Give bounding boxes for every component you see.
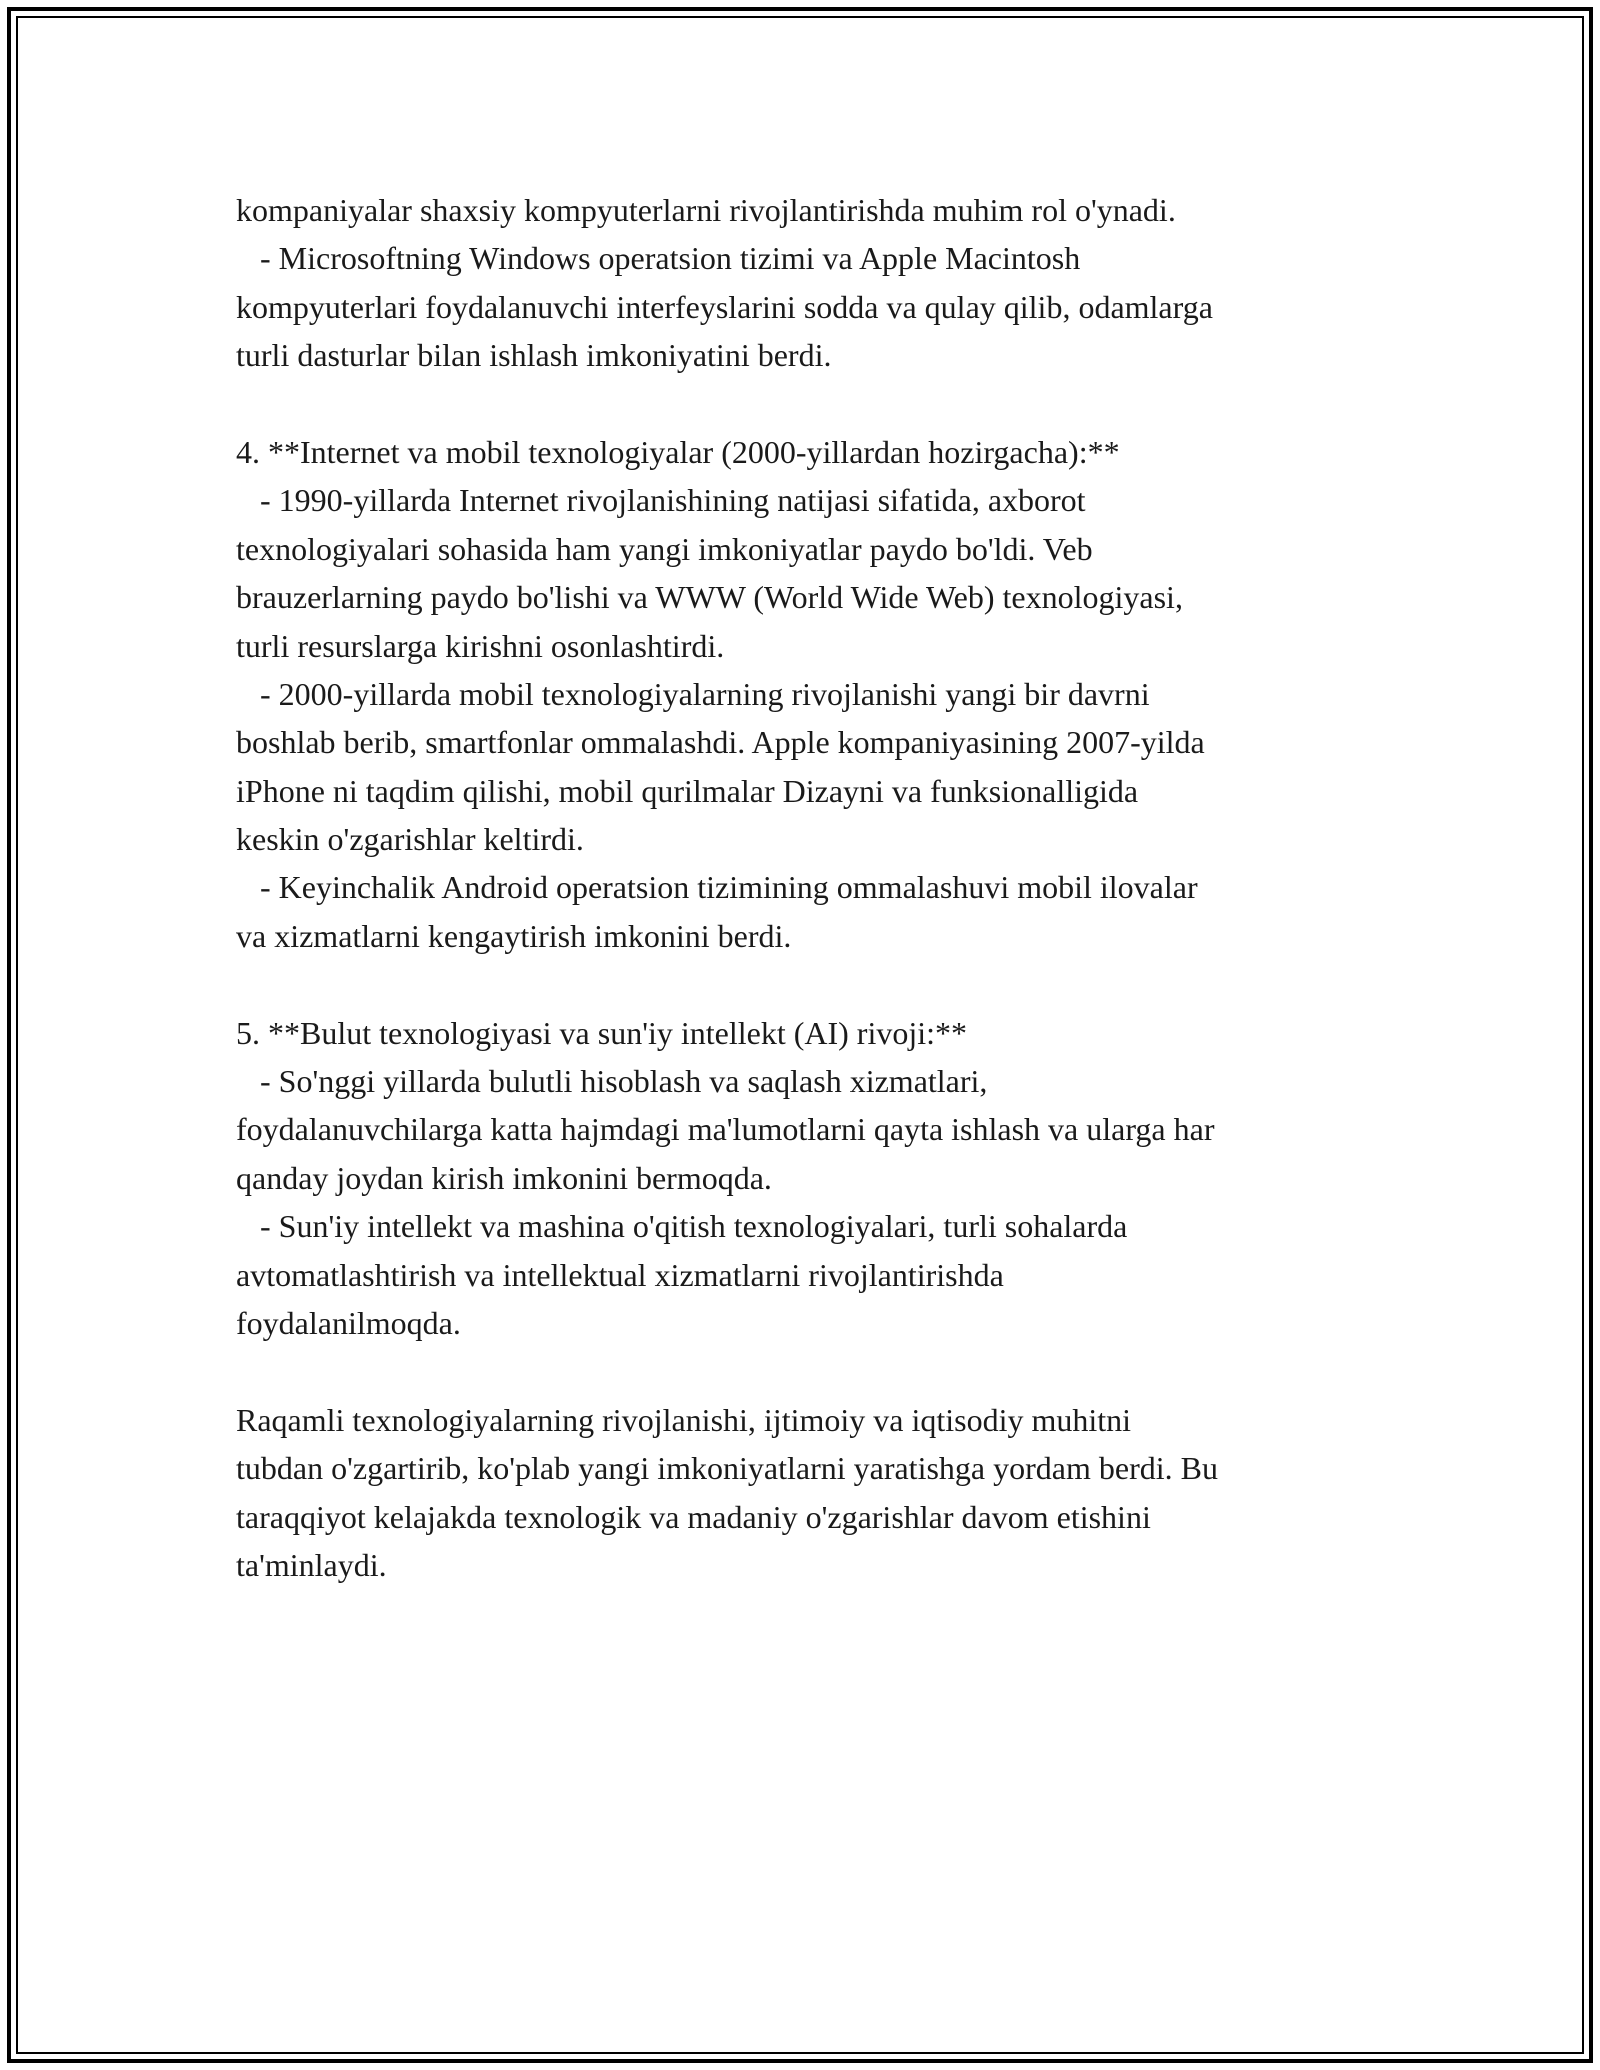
text-line: - Microsoftning Windows operatsion tizimi va Apple Macintosh — [236, 240, 1081, 277]
text-line: iPhone ni taqdim qilishi, mobil qurilmalar Dizayni va funksionalligida — [236, 772, 1139, 809]
conclusion-line: taraqqiyot kelajakda texnologik va madaniy o'zgarishlar davom etishini — [236, 1498, 1151, 1535]
text-line: kompaniyalar shaxsiy kompyuterlarni rivojlantirishda muhim rol o'ynadi. — [236, 192, 1176, 228]
text-line: keskin o'zgarishlar keltirdi. — [236, 821, 584, 858]
text-line: - Sun'iy intellekt va mashina o'qitish texnologiyalari, turli sohalarda — [236, 1208, 1128, 1245]
text-line: avtomatlashtirish va intellektual xizmatlarni rivojlantirishda — [236, 1256, 1004, 1293]
section-heading: 5. **Bulut texnologiyasi va sun'iy intellekt (AI) rivoji:** — [236, 1014, 968, 1051]
text-line: foydalanuvchilarga katta hajmdagi ma'lumotlarni qayta ishlash va ularga har — [236, 1111, 1215, 1148]
text-line: kompyuterlari foydalanuvchi interfeyslarini sodda va qulay qilib, odamlarga — [236, 288, 1213, 325]
text-line: va xizmatlarni kengaytirish imkonini berdi. — [236, 917, 792, 954]
text-line: - 2000-yillarda mobil texnologiyalarning rivojlanishi yangi bir davrni — [236, 675, 1150, 712]
text-line: brauzerlarning paydo bo'lishi va WWW (World Wide Web) texnologiyasi, — [236, 579, 1183, 616]
blank-line — [236, 1347, 1376, 1395]
text-line: - 1990-yillarda Internet rivojlanishining natijasi sifatida, axborot — [236, 482, 1086, 519]
text-line: qanday joydan kirish imkonini bermoqda. — [236, 1159, 772, 1196]
text-line: foydalanilmoqda. — [236, 1304, 461, 1341]
blank-line — [236, 960, 1376, 1008]
section-heading: 4. **Internet va mobil texnologiyalar (2000-yillardan hozirgacha):** — [236, 433, 1120, 470]
document-body — [236, 186, 1376, 1589]
text-line: - Keyinchalik Android operatsion tizimining ommalashuvi mobil ilovalar — [236, 869, 1198, 906]
blank-line — [236, 380, 1376, 428]
text-line: turli dasturlar bilan ishlash imkoniyatini berdi. — [236, 337, 832, 374]
text-line: boshlab berib, smartfonlar ommalashdi. Apple kompaniyasining 2007-yilda — [236, 724, 1205, 761]
text-line: turli resurslarga kirishni osonlashtirdi. — [236, 627, 725, 664]
conclusion-line: Raqamli texnologiyalarning rivojlanishi, ijtimoiy va iqtisodiy muhitni — [236, 1401, 1132, 1438]
text-line: - So'nggi yillarda bulutli hisoblash va saqlash xizmatlari, — [236, 1063, 988, 1100]
conclusion-line: ta'minlaydi. — [236, 1546, 387, 1583]
conclusion-line: tubdan o'zgartirib, ko'plab yangi imkoniyatlarni yaratishga yordam berdi. Bu — [236, 1450, 1218, 1487]
text-line: texnologiyalari sohasida ham yangi imkoniyatlar paydo bo'ldi. Veb — [236, 530, 1093, 567]
